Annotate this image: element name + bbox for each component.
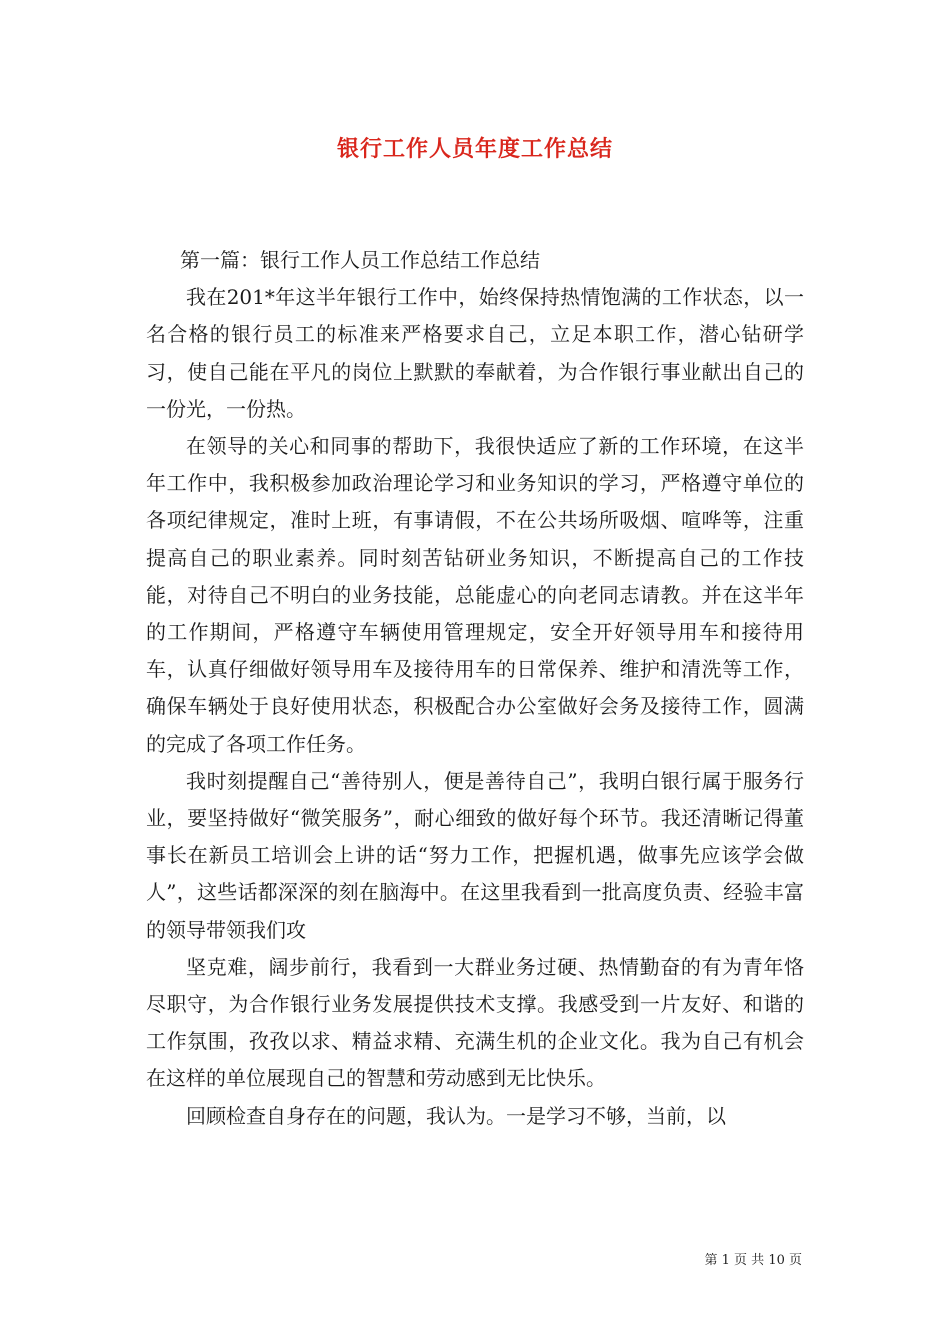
document-title: 银行工作人员年度工作总结: [336, 136, 613, 162]
document-body: [146, 242, 804, 1135]
paragraph-1: 我在201*年这半年银行工作中，始终保持热情饱满的工作状态，以一名合格的银行员工的标准来严格要求自己，立足本职工作，潜心钻研学习，使自己能在平凡的岗位上默默的奉献着，为合作银行事业献出自己的一份光，一份热。: [146, 285, 804, 421]
section-heading: 第一篇：银行工作人员工作总结工作总结: [180, 248, 540, 272]
paragraph-4: 坚克难，阔步前行，我看到一大群业务过硬、热情勤奋的有为青年恪尽职守，为合作银行业务发展提供技术支撑。我感受到一片友好、和谐的工作氛围，孜孜以求、精益求精、充满生机的企业文化。我为自己有机会在这样的单位展现自己的智慧和劳动感到无比快乐。: [146, 954, 804, 1091]
paragraph-3: 我时刻提醒自己“善待别人，便是善待自己”，我明白银行属于服务行业，要坚持做好“微笑服务”，耐心细致的做好每个环节。我还清晰记得董事长在新员工培训会上讲的话“努力工作，把握机遇，做事先应该学会做人”，这些话都深深的刻在脑海中。在这里我看到一批高度负责、经验丰富的领导带领我们攻: [146, 768, 804, 942]
paragraph-5: 回顾检查自身存在的问题，我认为。一是学习不够，当前，以: [186, 1103, 726, 1128]
paragraph-2: 在领导的关心和同事的帮助下，我很快适应了新的工作环境，在这半年工作中，我积极参加政治理论学习和业务知识的学习，严格遵守单位的各项纪律规定，准时上班，有事请假，不在公共场所吸烟、喧哗等，注重提高自己的职业素养。同时刻苦钻研业务知识，不断提高自己的工作技能，对待自己不明白的业务技能，总能虚心的向老同志请教。并在这半年的工作期间，严格遵守车辆使用管理规定，安全开好领导用车和接待用车，认真仔细做好领导用车及接待用车的日常保养、维护和清洗等工作，确保车辆处于良好使用状态，积极配合办公室做好会务及接待工作，圆满的完成了各项工作任务。: [146, 434, 804, 756]
page-number-footer: 第 1 页 共 10 页: [704, 1253, 802, 1268]
